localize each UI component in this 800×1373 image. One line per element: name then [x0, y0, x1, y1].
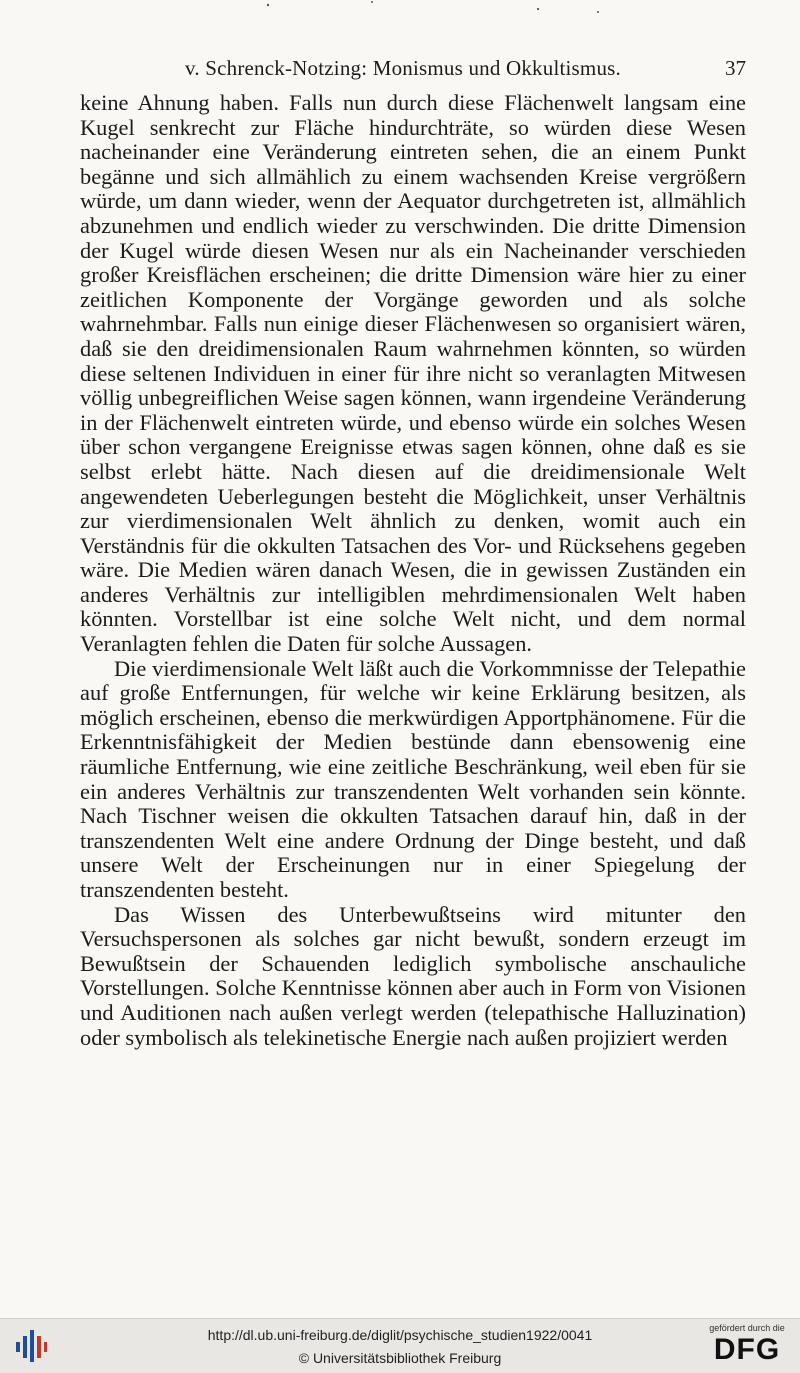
running-head — [80, 53, 746, 83]
dfg-funding-label: gefördert durch die — [709, 1323, 785, 1333]
dfg-logo-text: DFG — [713, 1333, 781, 1366]
dfg-logo — [704, 1323, 790, 1369]
paragraph-2: Die vierdimensionale Welt läßt auch die Vorkommnisse der Telepathie auf große Entfernungen, für welche wir keine Erklärung besitzen, als möglich erscheinen, ebenso die merkwürdigen Apportphänomene. Für die Erkenntnisfähigkeit der Medien bestünde dann ebensowenig eine räumliche Entfernung, wie eine zeitliche Beschränkung, weil eben für sie ein anderes Verhältnis zur transzendenten Welt vorhanden sein könnte. Nach Tischner weisen die okkulten Tatsachen darauf hin, daß in der transzendenten Welt eine andere Ordnung der Dinge besteht, und daß unsere Welt der Erscheinungen nur in einer Spiegelung der transzendenten besteht. — [80, 655, 746, 902]
page-number: 37 — [725, 56, 746, 80]
page-url-link[interactable]: http://dl.ub.uni-freiburg.de/diglit/psychische_studien1922/0041 — [207, 1327, 593, 1343]
running-head-title: v. Schrenck-Notzing: Monismus und Okkultismus. — [185, 56, 621, 80]
scan-specks — [0, 0, 800, 20]
viewer-footer — [0, 1318, 800, 1373]
body-text — [80, 91, 746, 1050]
copyright-notice: © Universitätsbibliothek Freiburg — [298, 1350, 502, 1366]
paragraph-1: keine Ahnung haben. Falls nun durch diese Flächenwelt langsam eine Kugel senkrecht zur Fläche hindurchträte, so würden diese Wesen nacheinander eine Veränderung eintreten sehen, die an einem Punkt begänne und sich allmählich zu einem wachsenden Kreise vergrößern würde, um dann wieder, wenn der Aequator durchgetreten ist, allmählich abzunehmen und endlich wieder zu verschwinden. Die dritte Dimension der Kugel würde diesen Wesen nur als ein Nacheinander verschieden großer Kreisflächen erscheinen; die dritte Dimension wäre hier zu einer zeitlichen Komponente der Vorgänge geworden und als solche wahrnehmbar. Falls nun einige dieser Flächenwesen so organisiert wären, daß sie den dreidimensionalen Raum wahrnehmen könnten, so würden diese seltenen Individuen in einer für ihre nicht so veranlagten Mitwesen völlig unbegreiflichen Weise sagen können, wann irgendeine Veränderung in der Flächenwelt eintreten würde, und ebenso würde ein solches Wesen über schon vergangene Ereignisse etwas sagen können, ohne daß es sie selbst erlebt hätte. Nach diesen auf die dreidimensionale Welt angewendeten Ueberlegungen besteht die Möglichkeit, unser Verhältnis zur vierdimensionalen Welt ähnlich zu denken, womit auch ein Verständnis für die okkulten Tatsachen des Vor- und Rücksehens gegeben wäre. Die Medien wären danach Wesen, die in gewissen Zuständen ein anderes Verhältnis zur intelligiblen mehrdimensionalen Welt haben könnten. Vorstellbar ist eine solche Welt nicht, und dem normal Veranlagten fehlen die Daten für solche Aussagen. — [80, 90, 746, 657]
paragraph-3: Das Wissen des Unterbewußtseins wird mitunter den Versuchspersonen als solches gar nicht bewußt, sondern erzeugt im Bewußtsein der Schauenden lediglich symbolische anschauliche Vorstellungen. Solche Kenntnisse können aber auch in Form von Visionen und Auditionen nach außen verlegt werden (telepathische Halluzination) oder symbolisch als telekinetische Energie nach außen projiziert werden — [80, 901, 746, 1050]
